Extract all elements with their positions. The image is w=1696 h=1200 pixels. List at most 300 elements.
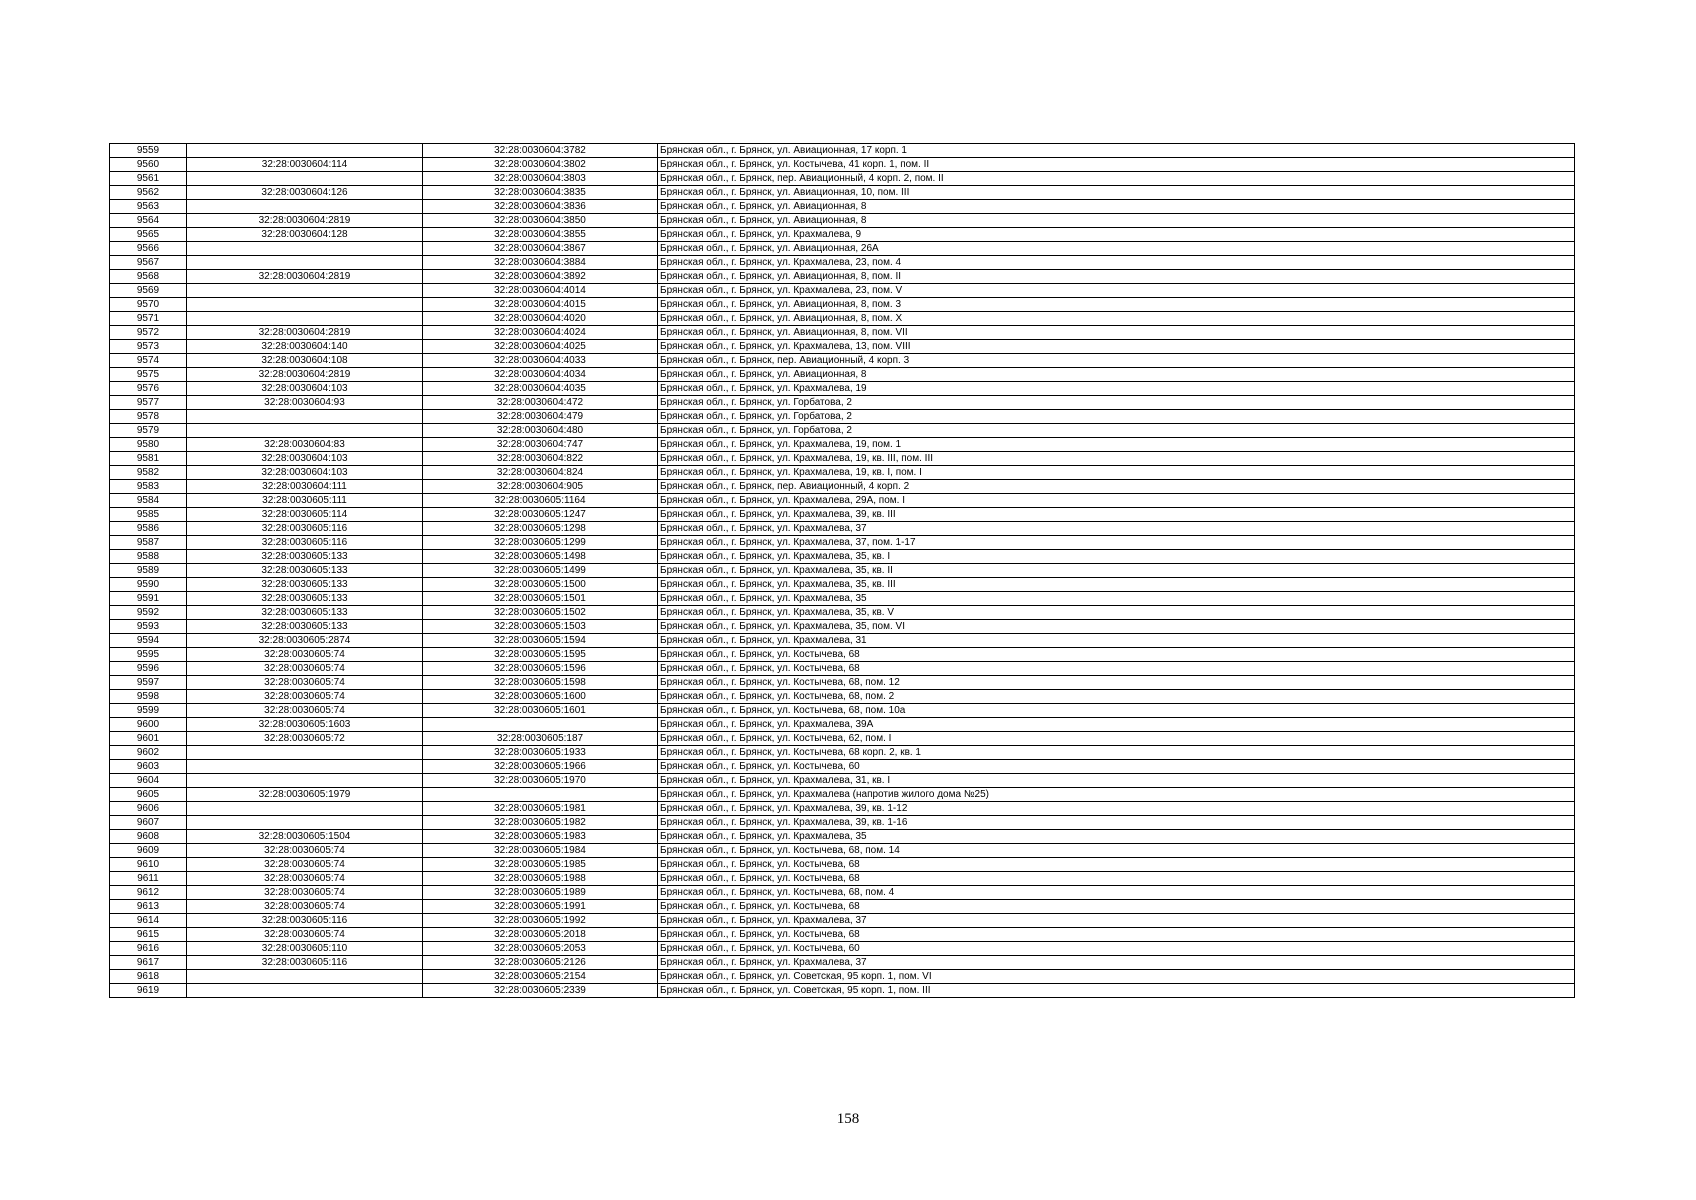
table-row (110, 732, 1575, 746)
cadastral-number-cell: 32:28:0030605:2126 (423, 956, 658, 970)
parent-cadastral-number-cell: 32:28:0030605:116 (187, 522, 423, 536)
parent-cadastral-number-cell (187, 172, 423, 186)
address-cell: Брянская обл., г. Брянск, ул. Авиационная, 17 корп. 1 (658, 144, 1575, 158)
address-cell: Брянская обл., г. Брянск, ул. Крахмалева, 35 (658, 592, 1575, 606)
parent-cadastral-number-cell: 32:28:0030605:133 (187, 578, 423, 592)
parent-cadastral-number-cell: 32:28:0030605:111 (187, 494, 423, 508)
address-cell: Брянская обл., г. Брянск, ул. Крахмалева, 37 (658, 914, 1575, 928)
address-cell: Брянская обл., г. Брянск, ул. Авиационная, 8 (658, 368, 1575, 382)
table-row (110, 970, 1575, 984)
table-row (110, 886, 1575, 900)
table-row (110, 802, 1575, 816)
table-row (110, 816, 1575, 830)
parent-cadastral-number-cell (187, 298, 423, 312)
cadastral-number-cell: 32:28:0030605:1498 (423, 550, 658, 564)
table-row (110, 984, 1575, 998)
row-number-cell: 9569 (110, 284, 187, 298)
row-number-cell: 9619 (110, 984, 187, 998)
address-cell: Брянская обл., г. Брянск, ул. Костычева, 68 (658, 858, 1575, 872)
cadastral-number-cell: 32:28:0030604:480 (423, 424, 658, 438)
parent-cadastral-number-cell: 32:28:0030604:2819 (187, 326, 423, 340)
cadastral-number-cell: 32:28:0030604:3782 (423, 144, 658, 158)
table-row (110, 172, 1575, 186)
table-row (110, 298, 1575, 312)
row-number-cell: 9592 (110, 606, 187, 620)
row-number-cell: 9566 (110, 242, 187, 256)
address-cell: Брянская обл., г. Брянск, пер. Авиационный, 4 корп. 2, пом. II (658, 172, 1575, 186)
address-cell: Брянская обл., г. Брянск, ул. Крахмалева, 23, пом. V (658, 284, 1575, 298)
row-number-cell: 9573 (110, 340, 187, 354)
parent-cadastral-number-cell: 32:28:0030605:74 (187, 690, 423, 704)
cadastral-number-cell: 32:28:0030604:472 (423, 396, 658, 410)
address-cell: Брянская обл., г. Брянск, ул. Костычева, 62, пом. I (658, 732, 1575, 746)
address-cell: Брянская обл., г. Брянск, ул. Крахмалева, 9 (658, 228, 1575, 242)
cadastral-number-cell (423, 718, 658, 732)
cadastral-number-cell: 32:28:0030605:2053 (423, 942, 658, 956)
cadastral-number-cell: 32:28:0030605:1984 (423, 844, 658, 858)
row-number-cell: 9579 (110, 424, 187, 438)
parent-cadastral-number-cell: 32:28:0030604:103 (187, 452, 423, 466)
address-cell: Брянская обл., г. Брянск, ул. Крахмалева, 35, кв. I (658, 550, 1575, 564)
table-row (110, 536, 1575, 550)
cadastral-number-cell: 32:28:0030604:4034 (423, 368, 658, 382)
table-row (110, 774, 1575, 788)
parent-cadastral-number-cell: 32:28:0030604:93 (187, 396, 423, 410)
cadastral-number-cell: 32:28:0030605:1298 (423, 522, 658, 536)
address-cell: Брянская обл., г. Брянск, пер. Авиационный, 4 корп. 3 (658, 354, 1575, 368)
address-cell: Брянская обл., г. Брянск, ул. Крахмалева, 29А, пом. I (658, 494, 1575, 508)
row-number-cell: 9574 (110, 354, 187, 368)
table-row (110, 200, 1575, 214)
cadastral-number-cell: 32:28:0030605:1992 (423, 914, 658, 928)
row-number-cell: 9559 (110, 144, 187, 158)
cadastral-number-cell: 32:28:0030605:1164 (423, 494, 658, 508)
cadastral-number-cell: 32:28:0030605:1983 (423, 830, 658, 844)
cadastral-number-cell: 32:28:0030604:4020 (423, 312, 658, 326)
table-row (110, 634, 1575, 648)
parent-cadastral-number-cell (187, 774, 423, 788)
cadastral-number-cell: 32:28:0030605:1982 (423, 816, 658, 830)
table-row (110, 144, 1575, 158)
address-cell: Брянская обл., г. Брянск, ул. Авиационная, 8, пом. VII (658, 326, 1575, 340)
parent-cadastral-number-cell (187, 424, 423, 438)
parent-cadastral-number-cell: 32:28:0030605:2874 (187, 634, 423, 648)
cadastral-number-cell: 32:28:0030605:1933 (423, 746, 658, 760)
cadastral-number-cell: 32:28:0030604:4014 (423, 284, 658, 298)
table-row (110, 452, 1575, 466)
table-row (110, 760, 1575, 774)
cadastral-number-cell: 32:28:0030605:1981 (423, 802, 658, 816)
table-row (110, 788, 1575, 802)
parent-cadastral-number-cell: 32:28:0030605:133 (187, 592, 423, 606)
parent-cadastral-number-cell: 32:28:0030605:74 (187, 676, 423, 690)
table-row (110, 956, 1575, 970)
row-number-cell: 9603 (110, 760, 187, 774)
table-row (110, 676, 1575, 690)
property-register-table (109, 143, 1575, 998)
row-number-cell: 9570 (110, 298, 187, 312)
row-number-cell: 9618 (110, 970, 187, 984)
cadastral-number-cell: 32:28:0030605:1247 (423, 508, 658, 522)
cadastral-number-cell: 32:28:0030605:2018 (423, 928, 658, 942)
parent-cadastral-number-cell: 32:28:0030604:111 (187, 480, 423, 494)
address-cell: Брянская обл., г. Брянск, ул. Крахмалева, 35, кв. II (658, 564, 1575, 578)
cadastral-number-cell: 32:28:0030604:3802 (423, 158, 658, 172)
row-number-cell: 9613 (110, 900, 187, 914)
parent-cadastral-number-cell: 32:28:0030604:128 (187, 228, 423, 242)
page-number: 158 (836, 1111, 860, 1127)
cadastral-number-cell: 32:28:0030604:3855 (423, 228, 658, 242)
row-number-cell: 9586 (110, 522, 187, 536)
parent-cadastral-number-cell (187, 802, 423, 816)
parent-cadastral-number-cell: 32:28:0030605:1979 (187, 788, 423, 802)
register-table-body (110, 144, 1575, 998)
table-row (110, 494, 1575, 508)
address-cell: Брянская обл., г. Брянск, ул. Костычева, 60 (658, 942, 1575, 956)
cadastral-number-cell: 32:28:0030604:3835 (423, 186, 658, 200)
cadastral-number-cell: 32:28:0030605:1594 (423, 634, 658, 648)
cadastral-number-cell: 32:28:0030604:3850 (423, 214, 658, 228)
cadastral-number-cell: 32:28:0030605:1499 (423, 564, 658, 578)
table-row (110, 928, 1575, 942)
parent-cadastral-number-cell (187, 256, 423, 270)
address-cell: Брянская обл., г. Брянск, ул. Крахмалева, 35, кв. V (658, 606, 1575, 620)
parent-cadastral-number-cell: 32:28:0030604:2819 (187, 368, 423, 382)
cadastral-number-cell: 32:28:0030604:3803 (423, 172, 658, 186)
table-row (110, 340, 1575, 354)
parent-cadastral-number-cell (187, 760, 423, 774)
table-row (110, 410, 1575, 424)
table-row (110, 942, 1575, 956)
row-number-cell: 9604 (110, 774, 187, 788)
row-number-cell: 9571 (110, 312, 187, 326)
cadastral-number-cell: 32:28:0030605:1500 (423, 578, 658, 592)
row-number-cell: 9576 (110, 382, 187, 396)
cadastral-number-cell: 32:28:0030605:1596 (423, 662, 658, 676)
parent-cadastral-number-cell: 32:28:0030605:116 (187, 536, 423, 550)
cadastral-number-cell: 32:28:0030604:479 (423, 410, 658, 424)
table-row (110, 648, 1575, 662)
parent-cadastral-number-cell: 32:28:0030604:126 (187, 186, 423, 200)
row-number-cell: 9581 (110, 452, 187, 466)
cadastral-number-cell: 32:28:0030604:4033 (423, 354, 658, 368)
cadastral-number-cell: 32:28:0030605:1601 (423, 704, 658, 718)
address-cell: Брянская обл., г. Брянск, ул. Крахмалева, 39А (658, 718, 1575, 732)
table-row (110, 662, 1575, 676)
row-number-cell: 9583 (110, 480, 187, 494)
row-number-cell: 9612 (110, 886, 187, 900)
table-row (110, 592, 1575, 606)
cadastral-number-cell: 32:28:0030605:1989 (423, 886, 658, 900)
row-number-cell: 9564 (110, 214, 187, 228)
table-row (110, 900, 1575, 914)
table-row (110, 368, 1575, 382)
parent-cadastral-number-cell: 32:28:0030604:83 (187, 438, 423, 452)
address-cell: Брянская обл., г. Брянск, ул. Авиационная, 8 (658, 214, 1575, 228)
table-row (110, 480, 1575, 494)
row-number-cell: 9561 (110, 172, 187, 186)
table-row (110, 242, 1575, 256)
address-cell: Брянская обл., г. Брянск, ул. Крахмалева, 37 (658, 522, 1575, 536)
row-number-cell: 9609 (110, 844, 187, 858)
parent-cadastral-number-cell: 32:28:0030605:74 (187, 704, 423, 718)
address-cell: Брянская обл., г. Брянск, ул. Костычева, 68 (658, 900, 1575, 914)
cadastral-number-cell: 32:28:0030604:747 (423, 438, 658, 452)
row-number-cell: 9589 (110, 564, 187, 578)
parent-cadastral-number-cell: 32:28:0030605:133 (187, 620, 423, 634)
cadastral-number-cell: 32:28:0030604:824 (423, 466, 658, 480)
address-cell: Брянская обл., г. Брянск, ул. Костычева, 68 (658, 648, 1575, 662)
address-cell: Брянская обл., г. Брянск, ул. Крахмалева, 13, пом. VIII (658, 340, 1575, 354)
row-number-cell: 9617 (110, 956, 187, 970)
table-row (110, 382, 1575, 396)
table-row (110, 508, 1575, 522)
row-number-cell: 9584 (110, 494, 187, 508)
parent-cadastral-number-cell: 32:28:0030605:74 (187, 858, 423, 872)
row-number-cell: 9606 (110, 802, 187, 816)
cadastral-number-cell: 32:28:0030604:4035 (423, 382, 658, 396)
parent-cadastral-number-cell: 32:28:0030604:140 (187, 340, 423, 354)
parent-cadastral-number-cell: 32:28:0030605:74 (187, 662, 423, 676)
table-row (110, 578, 1575, 592)
parent-cadastral-number-cell: 32:28:0030605:74 (187, 886, 423, 900)
table-row (110, 438, 1575, 452)
parent-cadastral-number-cell: 32:28:0030605:133 (187, 564, 423, 578)
table-row (110, 228, 1575, 242)
row-number-cell: 9608 (110, 830, 187, 844)
cadastral-number-cell: 32:28:0030604:3892 (423, 270, 658, 284)
parent-cadastral-number-cell: 32:28:0030605:116 (187, 956, 423, 970)
parent-cadastral-number-cell (187, 410, 423, 424)
table-row (110, 256, 1575, 270)
address-cell: Брянская обл., г. Брянск, ул. Костычева, 68, пом. 10а (658, 704, 1575, 718)
row-number-cell: 9607 (110, 816, 187, 830)
row-number-cell: 9605 (110, 788, 187, 802)
table-row (110, 858, 1575, 872)
row-number-cell: 9596 (110, 662, 187, 676)
row-number-cell: 9614 (110, 914, 187, 928)
row-number-cell: 9585 (110, 508, 187, 522)
address-cell: Брянская обл., г. Брянск, ул. Авиационная, 8, пом. II (658, 270, 1575, 284)
row-number-cell: 9575 (110, 368, 187, 382)
address-cell: Брянская обл., г. Брянск, ул. Крахмалева, 23, пом. 4 (658, 256, 1575, 270)
table-row (110, 424, 1575, 438)
table-row (110, 270, 1575, 284)
address-cell: Брянская обл., г. Брянск, ул. Крахмалева, 39, кв. 1-16 (658, 816, 1575, 830)
address-cell: Брянская обл., г. Брянск, ул. Крахмалева (напротив жилого дома №25) (658, 788, 1575, 802)
address-cell: Брянская обл., г. Брянск, ул. Крахмалева, 31, кв. I (658, 774, 1575, 788)
address-cell: Брянская обл., г. Брянск, ул. Авиационная, 26А (658, 242, 1575, 256)
parent-cadastral-number-cell (187, 284, 423, 298)
address-cell: Брянская обл., г. Брянск, ул. Крахмалева, 35 (658, 830, 1575, 844)
row-number-cell: 9601 (110, 732, 187, 746)
address-cell: Брянская обл., г. Брянск, ул. Крахмалева, 39, кв. 1-12 (658, 802, 1575, 816)
table-row (110, 158, 1575, 172)
address-cell: Брянская обл., г. Брянск, ул. Горбатова, 2 (658, 424, 1575, 438)
parent-cadastral-number-cell: 32:28:0030604:2819 (187, 214, 423, 228)
address-cell: Брянская обл., г. Брянск, пер. Авиационный, 4 корп. 2 (658, 480, 1575, 494)
address-cell: Брянская обл., г. Брянск, ул. Авиационная, 8 (658, 200, 1575, 214)
row-number-cell: 9615 (110, 928, 187, 942)
table-row (110, 746, 1575, 760)
parent-cadastral-number-cell: 32:28:0030604:2819 (187, 270, 423, 284)
parent-cadastral-number-cell: 32:28:0030605:110 (187, 942, 423, 956)
parent-cadastral-number-cell: 32:28:0030605:1603 (187, 718, 423, 732)
row-number-cell: 9582 (110, 466, 187, 480)
cadastral-number-cell: 32:28:0030604:822 (423, 452, 658, 466)
address-cell: Брянская обл., г. Брянск, ул. Советская, 95 корп. 1, пом. III (658, 984, 1575, 998)
row-number-cell: 9591 (110, 592, 187, 606)
parent-cadastral-number-cell: 32:28:0030605:133 (187, 606, 423, 620)
address-cell: Брянская обл., г. Брянск, ул. Горбатова, 2 (658, 396, 1575, 410)
row-number-cell: 9563 (110, 200, 187, 214)
table-row (110, 564, 1575, 578)
parent-cadastral-number-cell (187, 746, 423, 760)
address-cell: Брянская обл., г. Брянск, ул. Костычева, 41 корп. 1, пом. II (658, 158, 1575, 172)
parent-cadastral-number-cell (187, 816, 423, 830)
address-cell: Брянская обл., г. Брянск, ул. Костычева, 68 (658, 662, 1575, 676)
address-cell: Брянская обл., г. Брянск, ул. Авиационная, 8, пом. 3 (658, 298, 1575, 312)
parent-cadastral-number-cell: 32:28:0030605:74 (187, 928, 423, 942)
address-cell: Брянская обл., г. Брянск, ул. Костычева, 60 (658, 760, 1575, 774)
address-cell: Брянская обл., г. Брянск, ул. Крахмалева, 31 (658, 634, 1575, 648)
table-row (110, 872, 1575, 886)
cadastral-number-cell: 32:28:0030604:4025 (423, 340, 658, 354)
parent-cadastral-number-cell: 32:28:0030605:1504 (187, 830, 423, 844)
parent-cadastral-number-cell: 32:28:0030604:114 (187, 158, 423, 172)
parent-cadastral-number-cell: 32:28:0030605:72 (187, 732, 423, 746)
row-number-cell: 9578 (110, 410, 187, 424)
parent-cadastral-number-cell (187, 970, 423, 984)
cadastral-number-cell: 32:28:0030605:1598 (423, 676, 658, 690)
table-row (110, 914, 1575, 928)
address-cell: Брянская обл., г. Брянск, ул. Крахмалева, 35, кв. III (658, 578, 1575, 592)
table-row (110, 830, 1575, 844)
cadastral-number-cell: 32:28:0030605:2339 (423, 984, 658, 998)
parent-cadastral-number-cell: 32:28:0030605:74 (187, 872, 423, 886)
table-row (110, 214, 1575, 228)
parent-cadastral-number-cell: 32:28:0030605:114 (187, 508, 423, 522)
parent-cadastral-number-cell: 32:28:0030604:103 (187, 382, 423, 396)
row-number-cell: 9580 (110, 438, 187, 452)
parent-cadastral-number-cell (187, 312, 423, 326)
parent-cadastral-number-cell: 32:28:0030605:74 (187, 648, 423, 662)
table-row (110, 844, 1575, 858)
row-number-cell: 9600 (110, 718, 187, 732)
address-cell: Брянская обл., г. Брянск, ул. Крахмалева, 19 (658, 382, 1575, 396)
parent-cadastral-number-cell: 32:28:0030605:133 (187, 550, 423, 564)
table-row (110, 354, 1575, 368)
row-number-cell: 9599 (110, 704, 187, 718)
address-cell: Брянская обл., г. Брянск, ул. Костычева, 68, пом. 4 (658, 886, 1575, 900)
table-row (110, 704, 1575, 718)
parent-cadastral-number-cell (187, 144, 423, 158)
cadastral-number-cell: 32:28:0030604:3836 (423, 200, 658, 214)
cadastral-number-cell: 32:28:0030604:4024 (423, 326, 658, 340)
row-number-cell: 9616 (110, 942, 187, 956)
address-cell: Брянская обл., г. Брянск, ул. Советская, 95 корп. 1, пом. VI (658, 970, 1575, 984)
cadastral-number-cell: 32:28:0030605:1970 (423, 774, 658, 788)
address-cell: Брянская обл., г. Брянск, ул. Костычева, 68, пом. 2 (658, 690, 1575, 704)
row-number-cell: 9598 (110, 690, 187, 704)
table-row (110, 690, 1575, 704)
address-cell: Брянская обл., г. Брянск, ул. Крахмалева, 37 (658, 956, 1575, 970)
parent-cadastral-number-cell: 32:28:0030605:74 (187, 900, 423, 914)
cadastral-number-cell: 32:28:0030604:3884 (423, 256, 658, 270)
cadastral-number-cell: 32:28:0030605:1503 (423, 620, 658, 634)
parent-cadastral-number-cell: 32:28:0030605:74 (187, 844, 423, 858)
row-number-cell: 9568 (110, 270, 187, 284)
row-number-cell: 9567 (110, 256, 187, 270)
address-cell: Брянская обл., г. Брянск, ул. Костычева, 68, пом. 12 (658, 676, 1575, 690)
address-cell: Брянская обл., г. Брянск, ул. Костычева, 68 (658, 928, 1575, 942)
table-row (110, 522, 1575, 536)
cadastral-number-cell (423, 788, 658, 802)
parent-cadastral-number-cell (187, 200, 423, 214)
cadastral-number-cell: 32:28:0030605:1600 (423, 690, 658, 704)
table-row (110, 620, 1575, 634)
row-number-cell: 9595 (110, 648, 187, 662)
row-number-cell: 9602 (110, 746, 187, 760)
row-number-cell: 9610 (110, 858, 187, 872)
address-cell: Брянская обл., г. Брянск, ул. Крахмалева, 19, кв. I, пом. I (658, 466, 1575, 480)
row-number-cell: 9594 (110, 634, 187, 648)
row-number-cell: 9562 (110, 186, 187, 200)
table-row (110, 606, 1575, 620)
row-number-cell: 9611 (110, 872, 187, 886)
row-number-cell: 9593 (110, 620, 187, 634)
parent-cadastral-number-cell (187, 242, 423, 256)
address-cell: Брянская обл., г. Брянск, ул. Крахмалева, 19, кв. III, пом. III (658, 452, 1575, 466)
row-number-cell: 9587 (110, 536, 187, 550)
cadastral-number-cell: 32:28:0030605:1299 (423, 536, 658, 550)
parent-cadastral-number-cell: 32:28:0030604:103 (187, 466, 423, 480)
address-cell: Брянская обл., г. Брянск, ул. Авиационная, 10, пом. III (658, 186, 1575, 200)
parent-cadastral-number-cell: 32:28:0030605:116 (187, 914, 423, 928)
address-cell: Брянская обл., г. Брянск, ул. Костычева, 68 корп. 2, кв. 1 (658, 746, 1575, 760)
row-number-cell: 9590 (110, 578, 187, 592)
address-cell: Брянская обл., г. Брянск, ул. Крахмалева, 19, пом. 1 (658, 438, 1575, 452)
address-cell: Брянская обл., г. Брянск, ул. Горбатова, 2 (658, 410, 1575, 424)
cadastral-number-cell: 32:28:0030605:187 (423, 732, 658, 746)
table-row (110, 312, 1575, 326)
row-number-cell: 9577 (110, 396, 187, 410)
table-row (110, 396, 1575, 410)
cadastral-number-cell: 32:28:0030605:1502 (423, 606, 658, 620)
row-number-cell: 9597 (110, 676, 187, 690)
cadastral-number-cell: 32:28:0030604:905 (423, 480, 658, 494)
cadastral-number-cell: 32:28:0030604:3867 (423, 242, 658, 256)
row-number-cell: 9572 (110, 326, 187, 340)
address-cell: Брянская обл., г. Брянск, ул. Крахмалева, 39, кв. III (658, 508, 1575, 522)
address-cell: Брянская обл., г. Брянск, ул. Крахмалева, 37, пом. 1-17 (658, 536, 1575, 550)
cadastral-number-cell: 32:28:0030605:1501 (423, 592, 658, 606)
cadastral-number-cell: 32:28:0030605:1966 (423, 760, 658, 774)
address-cell: Брянская обл., г. Брянск, ул. Костычева, 68, пом. 14 (658, 844, 1575, 858)
table-row (110, 550, 1575, 564)
table-row (110, 284, 1575, 298)
table-row (110, 466, 1575, 480)
address-cell: Брянская обл., г. Брянск, ул. Костычева, 68 (658, 872, 1575, 886)
cadastral-number-cell: 32:28:0030605:1988 (423, 872, 658, 886)
address-cell: Брянская обл., г. Брянск, ул. Авиационная, 8, пом. X (658, 312, 1575, 326)
address-cell: Брянская обл., г. Брянск, ул. Крахмалева, 35, пом. VI (658, 620, 1575, 634)
row-number-cell: 9588 (110, 550, 187, 564)
table-row (110, 186, 1575, 200)
row-number-cell: 9565 (110, 228, 187, 242)
table-row (110, 718, 1575, 732)
parent-cadastral-number-cell (187, 984, 423, 998)
